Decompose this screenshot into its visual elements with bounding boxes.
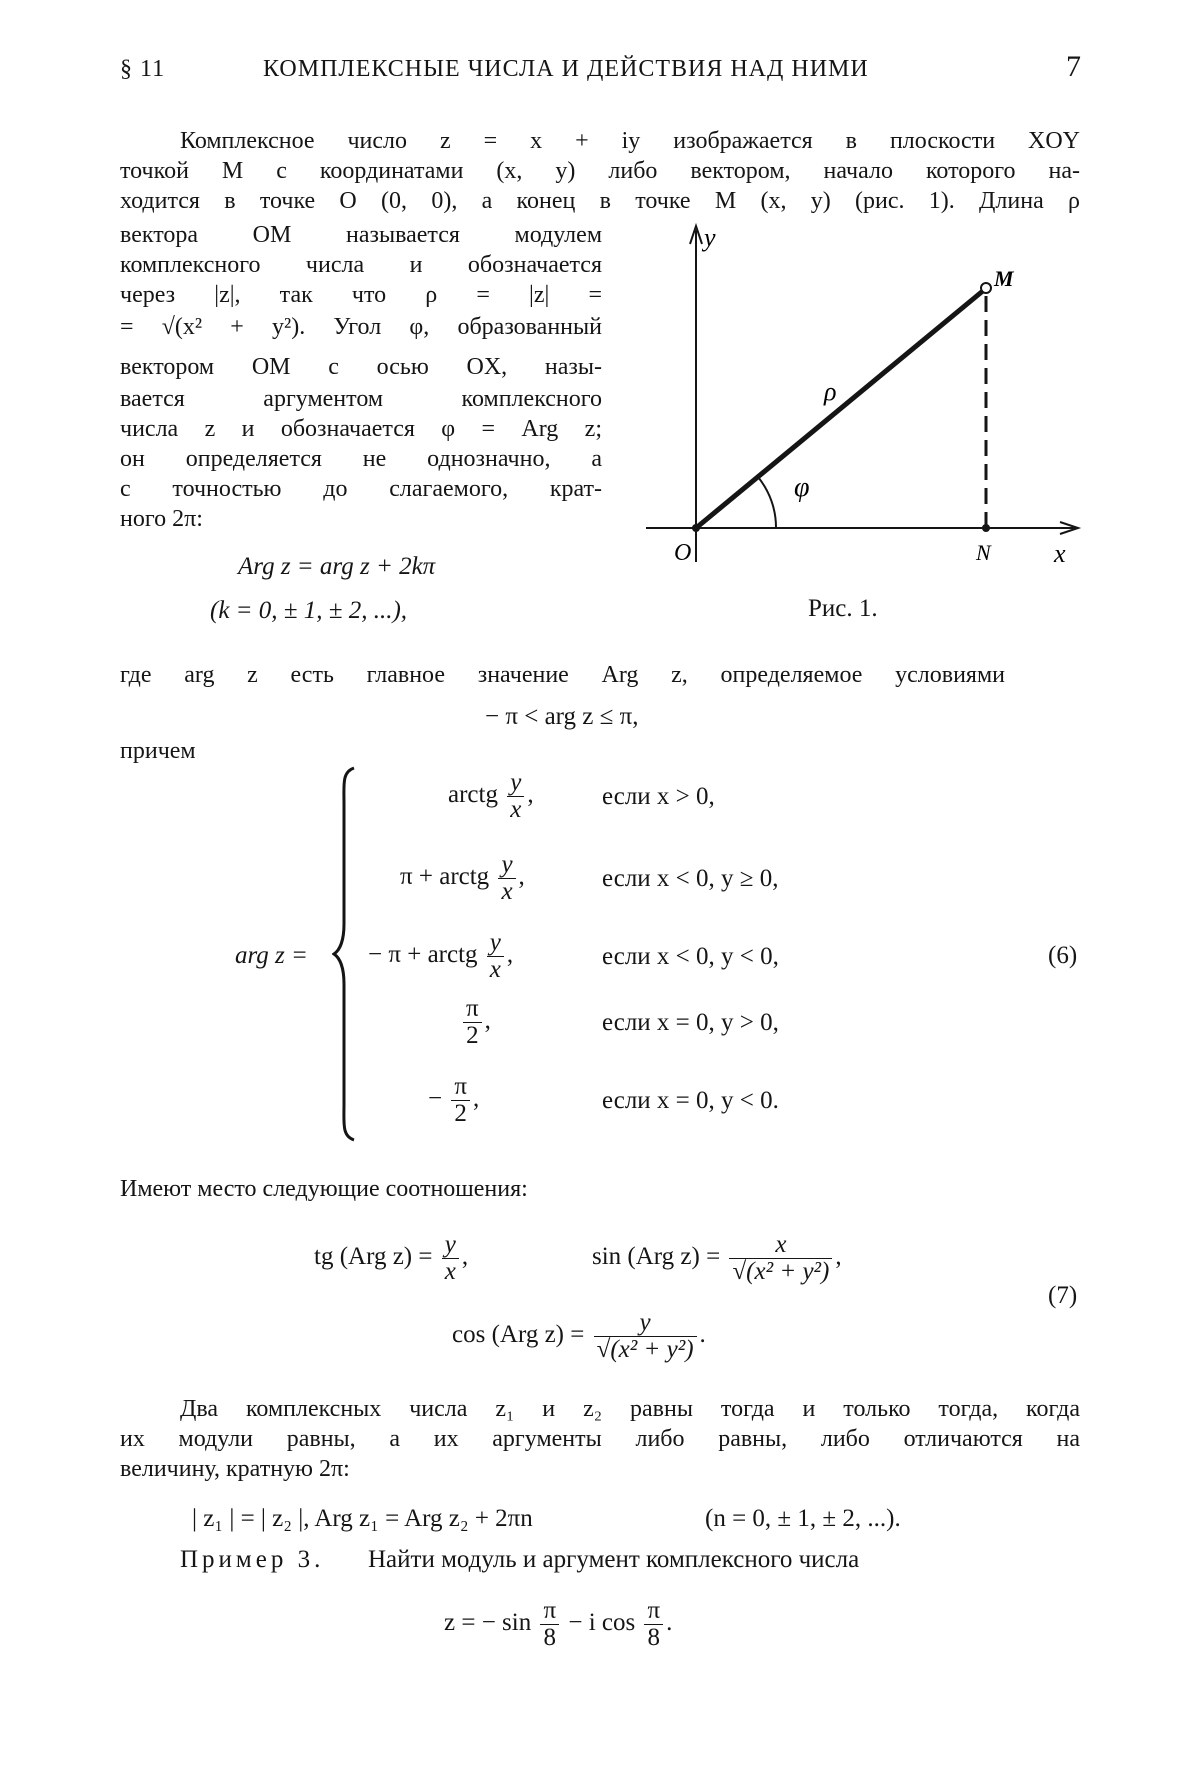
example-frac2-denominator: 8 [647, 1624, 661, 1651]
example-frac1-numerator: π [540, 1598, 559, 1625]
point-n [982, 524, 990, 532]
example-mid: − i cos [568, 1609, 636, 1637]
tg-lhs: tg (Arg z) = [314, 1243, 433, 1271]
tg-relation: tg (Arg z) = $\frac{y}{x}$ , [314, 1231, 469, 1285]
arg-general-formula: Arg z = arg z + 2kπ [238, 553, 436, 580]
arg-general-k-values: (k = 0, ± 1, ± 2, ...), [210, 597, 408, 624]
label-y: y [704, 223, 716, 252]
cos-denominator: √(x² + y²) [596, 1336, 694, 1363]
equation-number-6: (6) [1048, 942, 1078, 969]
left-col-line-10: ного 2π: [120, 506, 203, 532]
equation-number-7: (7) [1048, 1282, 1078, 1309]
case-2-condition: если x < 0, y ≥ 0, [602, 865, 779, 892]
example-lhs: z = − sin [444, 1609, 532, 1637]
sin-relation: sin (Arg z) = $\frac{x}{\text{√(x² + y²)}}$ , [592, 1231, 842, 1285]
sin-denominator: √(x² + y²) [732, 1258, 830, 1285]
left-col-line-8: он определяется не однозначно, а [120, 446, 602, 472]
label-rho: ρ [824, 377, 837, 406]
intro-line-3: ходится в точке O (0, 0), а конец в точке M (x, y) (рис. 1). Длина ρ [120, 188, 1080, 214]
label-n: N [976, 540, 991, 565]
intro-line-1: Комплексное число z = x + iy изображается в плоскости XOY [180, 128, 1080, 154]
left-col-line-3: через |z|, так что ρ = |z| = [120, 282, 602, 308]
case-4-denominator: 2 [466, 1022, 479, 1049]
case-3-numerator: y [487, 930, 504, 957]
running-title: КОМПЛЕКСНЫЕ ЧИСЛА И ДЕЙСТВИЯ НАД НИМИ [263, 56, 869, 82]
left-col-line-2: комплексного числа и обозначается [120, 252, 602, 278]
section-number: § 11 [120, 56, 166, 82]
cos-relation: cos (Arg z) = $\frac{y}{\text{√(x² + y²)}}$ . [452, 1309, 706, 1363]
case-5-denominator: 2 [454, 1100, 467, 1127]
case-1-denominator: x [510, 796, 522, 823]
case-5-condition: если x = 0, y < 0. [602, 1087, 779, 1114]
case-row-2: π + arctg $\frac{y}{x}$ , [400, 851, 525, 905]
case-row-1: arctg $\frac{y}{x}$ , [448, 769, 534, 823]
left-col-line-4: = √(x² + y²). Угол φ, образованный [120, 314, 602, 340]
figure-1 [636, 222, 1086, 592]
arg-inequality: − π < arg z ≤ π, [485, 703, 639, 730]
sin-numerator: x [729, 1232, 832, 1259]
case-1-condition: если x > 0, [602, 783, 715, 810]
figure-caption: Рис. 1. [808, 595, 878, 622]
case-5-numerator: π [451, 1074, 470, 1101]
case-4-condition: если x = 0, y > 0, [602, 1009, 779, 1036]
left-col-line-1: вектора OM называется модулем [120, 222, 602, 248]
point-o [692, 524, 700, 532]
equality-line-3: величину, кратную 2π: [120, 1456, 350, 1482]
cos-numerator: y [594, 1310, 697, 1337]
label-m: M [994, 266, 1014, 291]
arg-principal-text: где arg z есть главное значение Arg z, определяемое условиями [120, 662, 1005, 688]
equality-formula: | z₁ | = | z₂ |, Arg z₁ = Arg z₂ + 2πn [192, 1505, 533, 1532]
label-x: x [1054, 539, 1066, 568]
case-1-function: arctg [448, 781, 498, 809]
example-frac1-denominator: 8 [543, 1624, 557, 1651]
example-frac2-numerator: π [644, 1598, 663, 1625]
angle-arc [758, 477, 776, 528]
case-3-function: − π + arctg [368, 941, 478, 969]
case-1-numerator: y [507, 770, 524, 797]
case-2-function: π + arctg [400, 863, 490, 891]
case-3-denominator: x [489, 956, 501, 983]
label-phi: φ [794, 472, 810, 503]
example-label: Пример 3. [180, 1546, 325, 1573]
intro-line-2: точкой M с координатами (x, y) либо вектором, начало которого на- [120, 158, 1080, 184]
case-row-3: − π + arctg $\frac{y}{x}$ , [368, 929, 514, 983]
case-row-5: − $\frac{\pi}{2}$ , [428, 1073, 480, 1127]
example-text: Найти модуль и аргумент комплексного числа [368, 1546, 860, 1573]
left-col-line-6: вается аргументом комплексного [120, 386, 602, 412]
case-5-prefix: − [428, 1085, 443, 1113]
case-row-4: $\frac{\pi}{2}$ , [460, 996, 491, 1049]
case-2-denominator: x [501, 878, 513, 905]
cos-lhs: cos (Arg z) = [452, 1321, 585, 1349]
left-brace [332, 764, 362, 1144]
case-3-condition: если x < 0, y < 0, [602, 943, 779, 970]
example-end-period: . [666, 1609, 673, 1637]
tg-denominator: x [444, 1258, 456, 1285]
point-m [981, 283, 991, 293]
case-2-numerator: y [498, 852, 515, 879]
left-col-line-5: вектором OM с осью OX, назы- [120, 354, 602, 380]
label-o: O [674, 540, 692, 566]
equality-n-values: (n = 0, ± 1, ± 2, ...). [705, 1505, 901, 1532]
vector-om [696, 290, 984, 528]
case-4-numerator: π [463, 996, 482, 1023]
sin-lhs: sin (Arg z) = [592, 1243, 721, 1271]
page-number: 7 [1066, 50, 1081, 83]
left-col-line-7: числа z и обозначается φ = Arg z; [120, 416, 602, 442]
arg-lhs: arg z = [235, 942, 308, 969]
tg-numerator: y [442, 1232, 459, 1259]
left-col-line-9: с точностью до слагаемого, крат- [120, 476, 602, 502]
relations-intro: Имеют место следующие соотношения: [120, 1176, 528, 1202]
prichem-word: причем [120, 738, 196, 764]
example-formula [444, 1598, 672, 1651]
equality-line-1: Два комплексных числа z₁ и z₂ равны тогда и только тогда, когда [180, 1396, 1080, 1422]
equality-line-2: их модули равны, а их аргументы либо равны, либо отличаются на [120, 1426, 1080, 1452]
